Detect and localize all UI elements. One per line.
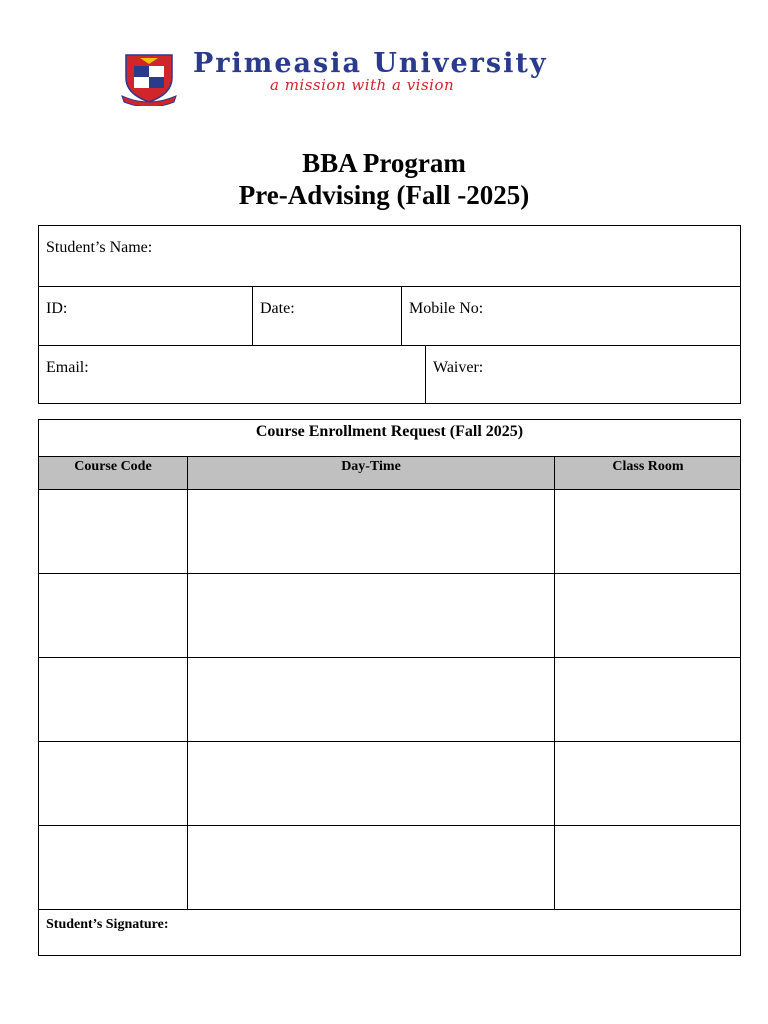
column-header-class-room: Class Room xyxy=(554,457,741,489)
day-time-cell[interactable] xyxy=(187,658,554,741)
date-field[interactable] xyxy=(252,287,401,345)
id-field[interactable] xyxy=(39,287,252,345)
class-room-cell[interactable] xyxy=(554,490,741,573)
mobile-label: Mobile No: xyxy=(409,300,484,317)
form-title: Pre-Advising (Fall -2025) xyxy=(238,180,530,210)
class-room-cell[interactable] xyxy=(554,658,741,741)
info-row-name xyxy=(39,226,740,287)
column-header-day-time: Day-Time xyxy=(187,457,554,489)
day-time-cell[interactable] xyxy=(187,490,554,573)
student-name-label: Student’s Name: xyxy=(46,239,153,256)
column-header-course-code: Course Code xyxy=(74,459,152,474)
date-label: Date: xyxy=(260,300,295,317)
university-name: Primeasia University xyxy=(193,48,548,79)
course-code-cell[interactable] xyxy=(39,742,187,825)
table-header-row xyxy=(39,457,740,490)
class-room-cell[interactable] xyxy=(554,742,741,825)
table-row xyxy=(39,574,740,658)
university-tagline: a mission with a vision xyxy=(270,76,455,94)
table-row xyxy=(39,826,740,910)
course-code-cell[interactable] xyxy=(39,826,187,909)
course-code-cell[interactable] xyxy=(39,490,187,573)
day-time-cell[interactable] xyxy=(187,826,554,909)
info-row-id xyxy=(39,287,740,346)
student-name-field[interactable] xyxy=(39,226,740,286)
table-row xyxy=(39,658,740,742)
day-time-cell[interactable] xyxy=(187,742,554,825)
waiver-label: Waiver: xyxy=(433,359,484,376)
class-room-cell[interactable] xyxy=(554,574,741,657)
class-room-cell[interactable] xyxy=(554,826,741,909)
student-signature-label: Student’s Signature: xyxy=(46,917,169,932)
email-label: Email: xyxy=(46,359,89,376)
course-code-cell[interactable] xyxy=(39,574,187,657)
university-crest-logo xyxy=(120,52,178,106)
id-label: ID: xyxy=(46,300,68,317)
table-caption: Course Enrollment Request (Fall 2025) xyxy=(39,420,740,457)
course-enrollment-table xyxy=(38,419,741,956)
program-title: BBA Program xyxy=(302,148,466,178)
course-code-cell[interactable] xyxy=(39,658,187,741)
day-time-cell[interactable] xyxy=(187,574,554,657)
waiver-field[interactable] xyxy=(425,346,740,403)
table-row xyxy=(39,742,740,826)
student-info-table xyxy=(38,225,741,404)
student-signature-field[interactable] xyxy=(39,910,740,956)
email-field[interactable] xyxy=(39,346,425,403)
table-row xyxy=(39,490,740,574)
mobile-field[interactable] xyxy=(401,287,740,345)
info-row-email xyxy=(39,346,740,403)
